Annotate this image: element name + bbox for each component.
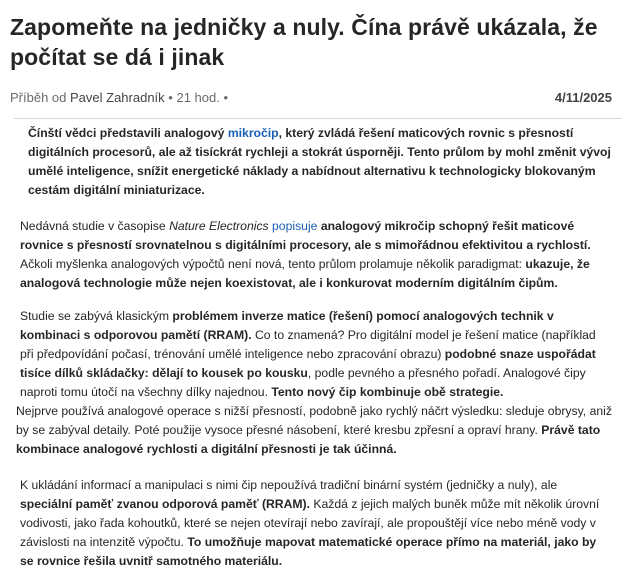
p4-bold-1: speciální paměť zvanou odporová paměť (RRAM). xyxy=(20,497,311,511)
publish-date: 4/11/2025 xyxy=(554,90,612,105)
paragraph-4 xyxy=(20,476,612,571)
p3-text-1: Nejprve používá analogové operace s nižší přesností, podobně jako rychlý náčrt výsledku: sleduje obrysy, aniž by se zabýval detaily. Poté použije vysoce přesné násobení, které kresbu zpřesní a opraví hrany. xyxy=(16,404,612,437)
meta-separator-2: • xyxy=(223,90,229,105)
paragraph-1 xyxy=(20,217,612,293)
article-meta xyxy=(10,90,626,105)
journal-name: Nature Electronics xyxy=(169,219,269,233)
p4-bold-2: To umožňuje mapovat matematické operace přímo na materiál, jako by se rovnice řešila uvnitř samotného materiálu. xyxy=(20,535,597,568)
p1-bold-1: analogový mikročip schopný řešit maticové rovnice s přesností srovnatelnou s digitálními procesory, ale s mimořádnou efektivitou a rychlostí. xyxy=(20,219,591,252)
lead-text-1: Čínští vědci představili analogový xyxy=(28,126,228,140)
lead-text-2: , který zvládá řešení maticových rovnic s přesností digitálních procesorů, ale až tisíckrát rychleji a stokrát úsporněji. Tento průlom by mohl změnit vývoj umělé inteligence, snížit energetické náklady a nabídnout alternativu k technologicky blokovaným cestám digitální miniaturizace. xyxy=(28,126,611,197)
meta-separator: • xyxy=(168,90,173,105)
author-link[interactable]: Pavel Zahradník xyxy=(70,90,165,105)
mikrocip-link[interactable]: mikročip xyxy=(227,126,279,140)
p1-bold-2: ukazuje, že analogová technologie může nejen koexistovat, ale i konkurovat moderním digitálním čipům. xyxy=(20,257,590,290)
story-prefix: Příběh od xyxy=(10,90,67,105)
p4-text-1: K ukládání informací a manipulaci s nimi čip nepoužívá tradiční binární systém (jedničky a nuly), ale xyxy=(20,478,558,492)
article-title: Zapomeňte na jedničky a nuly. Čína právě ukázala, že počítat se dá i jinak xyxy=(10,14,598,70)
p1-text-1: Nedávná studie v časopise xyxy=(20,219,170,233)
article-body xyxy=(10,119,626,571)
lead-paragraph xyxy=(28,124,612,200)
p2-text-1: Studie se zabývá klasickým xyxy=(20,309,173,323)
publish-age: 21 hod. xyxy=(176,90,220,105)
popisuje-link[interactable]: popisuje xyxy=(272,219,318,233)
p2-bold-2: podobné snaze uspořádat tisíce dílků skládačky: dělají to kousek po kousku xyxy=(20,347,596,380)
paragraph-2 xyxy=(20,307,612,402)
p3-bold-1: Právě tato kombinace analogové rychlosti a digitální přesnosti je tak účinná. xyxy=(16,423,601,456)
p4-text-2: Každá z jejich malých buněk může mít několik úrovní vodivosti, jako řada kohoutků, které se nejen otevírají nebo zavírají, ale propouštějí více nebo méně vody v závislosti na intenzitě výpočtu. xyxy=(20,497,600,549)
p2-text-3: , podle pevného a přesného pořadí. Analogové čipy naproti tomu útočí na všechny dílky najednou. xyxy=(20,366,586,399)
paragraph-3 xyxy=(16,402,612,459)
byline xyxy=(10,90,228,105)
p1-text-4: Ačkoli myšlenka analogových výpočtů není nová, tento průlom prolamuje několik paradigmat: xyxy=(20,257,526,271)
p2-bold-3: Tento nový čip kombinuje obě strategie. xyxy=(271,385,504,399)
p2-text-2: Co to znamená? Pro digitální model je řešení matice (například při předpovídání počasí, trénování umělé inteligence nebo zpracování obrazu) xyxy=(20,328,596,361)
p2-bold-1: problémem inverze matice (řešení) pomocí analogových technik v kombinaci s odporovou pamětí (RRAM). xyxy=(20,309,554,342)
